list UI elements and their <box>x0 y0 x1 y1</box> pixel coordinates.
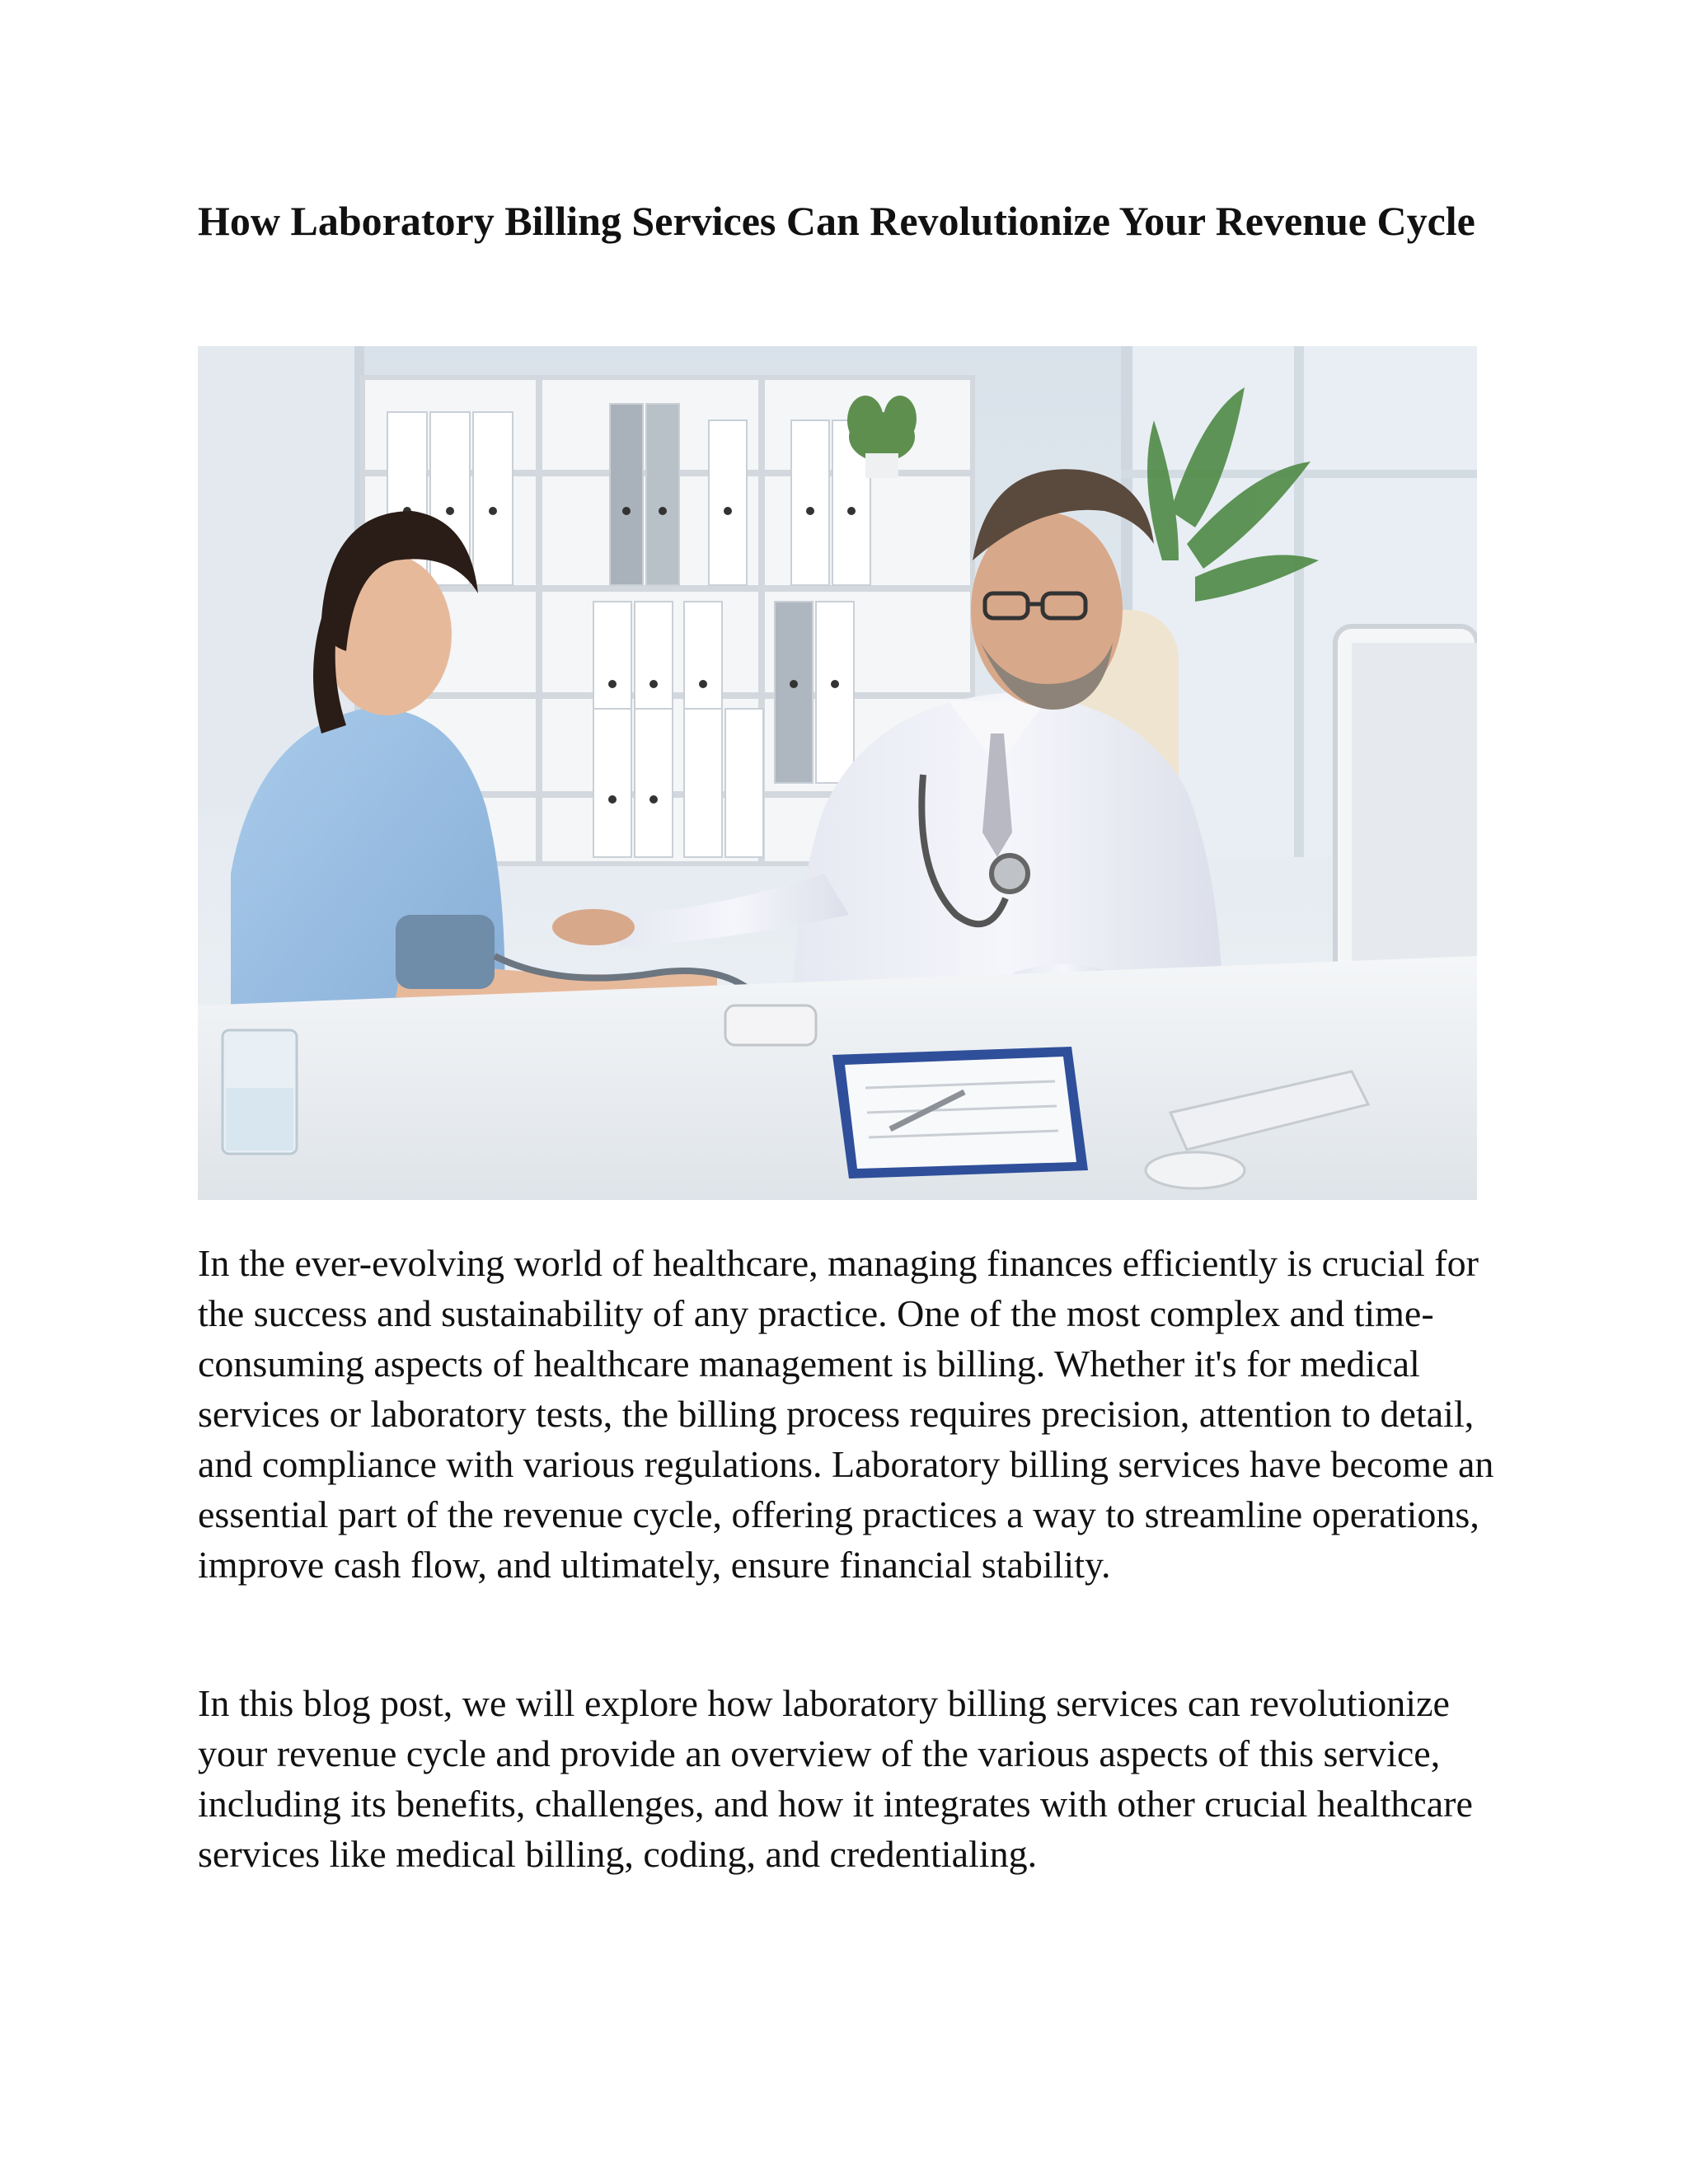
intro-paragraph: In the ever-evolving world of healthcare, managing finances efficiently is crucial for the success and sustainability of any practice. One of the most complex and time-consuming aspects of healthcare management is billing. Whether it's for medical services or laboratory tests, the billing process requires precision, attention to detail, and compliance with various regulations. Laboratory billing services have become an essential part of the revenue cycle, offering practices a way to streamline operations, improve cash flow, and ultimately, ensure financial stability. <box>198 1242 1494 1586</box>
doctor-patient-photo-icon <box>198 346 1477 1200</box>
overview-paragraph: In this blog post, we will explore how laboratory billing services can revolutionize your revenue cycle and provide an overview of the various aspects of this service, including its benefits, challenges, and how it integrates with other crucial healthcare services like medical billing, coding, and credentialing. <box>198 1682 1473 1875</box>
article-title: How Laboratory Billing Services Can Revolutionize Your Revenue Cycle <box>198 198 1475 244</box>
hero-image <box>198 346 1477 1200</box>
